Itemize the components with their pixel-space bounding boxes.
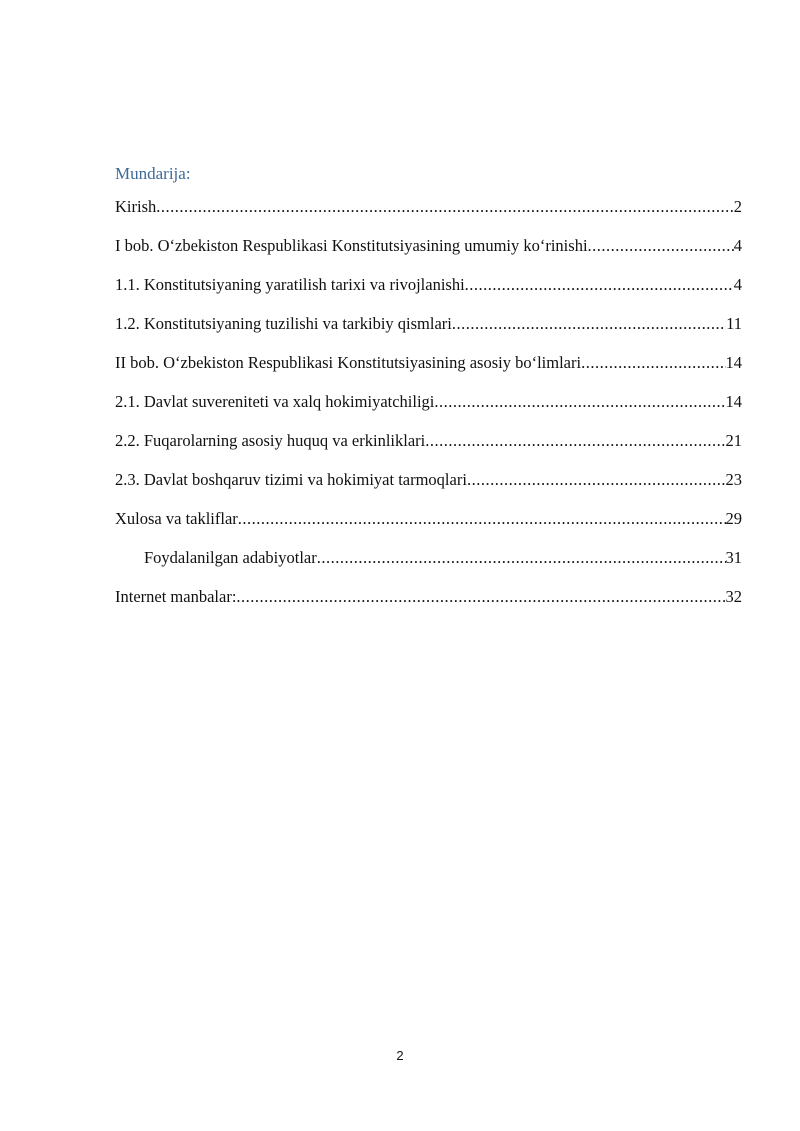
toc-entry-title: 1.1. Konstitutsiyaning yaratilish tarixi va rivojlanishi: [115, 275, 465, 294]
table-of-contents: [115, 196, 742, 625]
toc-dot-leader: [236, 586, 725, 608]
toc-entry-page: 14: [725, 353, 742, 372]
toc-entry-internet-sources[interactable]: [115, 586, 742, 625]
toc-entry-section-2-2[interactable]: [115, 430, 742, 469]
toc-entry-title: 1.2. Konstitutsiyaning tuzilishi va tarkibiy qismlari: [115, 314, 452, 333]
toc-dot-leader: [434, 391, 725, 413]
toc-dot-leader: [452, 313, 726, 335]
toc-entry-page: 2: [733, 197, 742, 216]
toc-dot-leader: [465, 274, 734, 296]
toc-entry-page: 23: [725, 470, 742, 489]
toc-heading: Mundarija:: [115, 164, 191, 183]
toc-entry-title: 2.2. Fuqarolarning asosiy huquq va erkinliklari: [115, 431, 426, 450]
toc-entry-page: 21: [725, 431, 742, 450]
toc-entry-title: 2.3. Davlat boshqaruv tizimi va hokimiyat tarmoqlari: [115, 470, 467, 489]
toc-entry-page: 31: [725, 548, 742, 567]
toc-entry-section-2-1[interactable]: [115, 391, 742, 430]
toc-entry-title: Internet manbalar:: [115, 587, 237, 606]
toc-entry-page: 4: [733, 275, 742, 294]
toc-entry-chapter-1[interactable]: [115, 235, 742, 274]
toc-entry-title: II bob. O‘zbekiston Respublikasi Konstitutsiyasining asosiy bo‘limlari: [115, 353, 582, 372]
toc-entry-references[interactable]: [115, 547, 742, 586]
toc-entry-title: Kirish: [115, 197, 157, 216]
toc-dot-leader: [425, 430, 725, 452]
toc-dot-leader: [581, 352, 725, 374]
toc-entry-title: Foydalanilgan adabiyotlar: [144, 548, 317, 567]
toc-entry-title: I bob. O‘zbekiston Respublikasi Konstitutsiyasining umumiy ko‘rinishi: [115, 236, 588, 255]
toc-entry-section-1-1[interactable]: [115, 274, 742, 313]
toc-dot-leader: [156, 196, 734, 218]
toc-entry-page: 4: [733, 236, 742, 255]
toc-dot-leader: [238, 508, 726, 530]
toc-entry-page: 11: [726, 314, 742, 333]
toc-entry-title: 2.1. Davlat suvereniteti va xalq hokimiyatchiligi: [115, 392, 435, 411]
toc-entry-conclusions[interactable]: [115, 508, 742, 547]
toc-dot-leader: [317, 547, 726, 569]
toc-entry-title: Xulosa va takliflar: [115, 509, 238, 528]
toc-entry-section-1-2[interactable]: [115, 313, 742, 352]
toc-entry-section-2-3[interactable]: [115, 469, 742, 508]
toc-dot-leader: [588, 235, 734, 257]
page-number: 2: [396, 1048, 404, 1063]
toc-entry-page: 32: [725, 587, 742, 606]
toc-entry-page: 29: [725, 509, 742, 528]
toc-entry-kirish[interactable]: [115, 196, 742, 235]
toc-entry-page: 14: [725, 392, 742, 411]
toc-entry-chapter-2[interactable]: [115, 352, 742, 391]
toc-dot-leader: [467, 469, 726, 491]
